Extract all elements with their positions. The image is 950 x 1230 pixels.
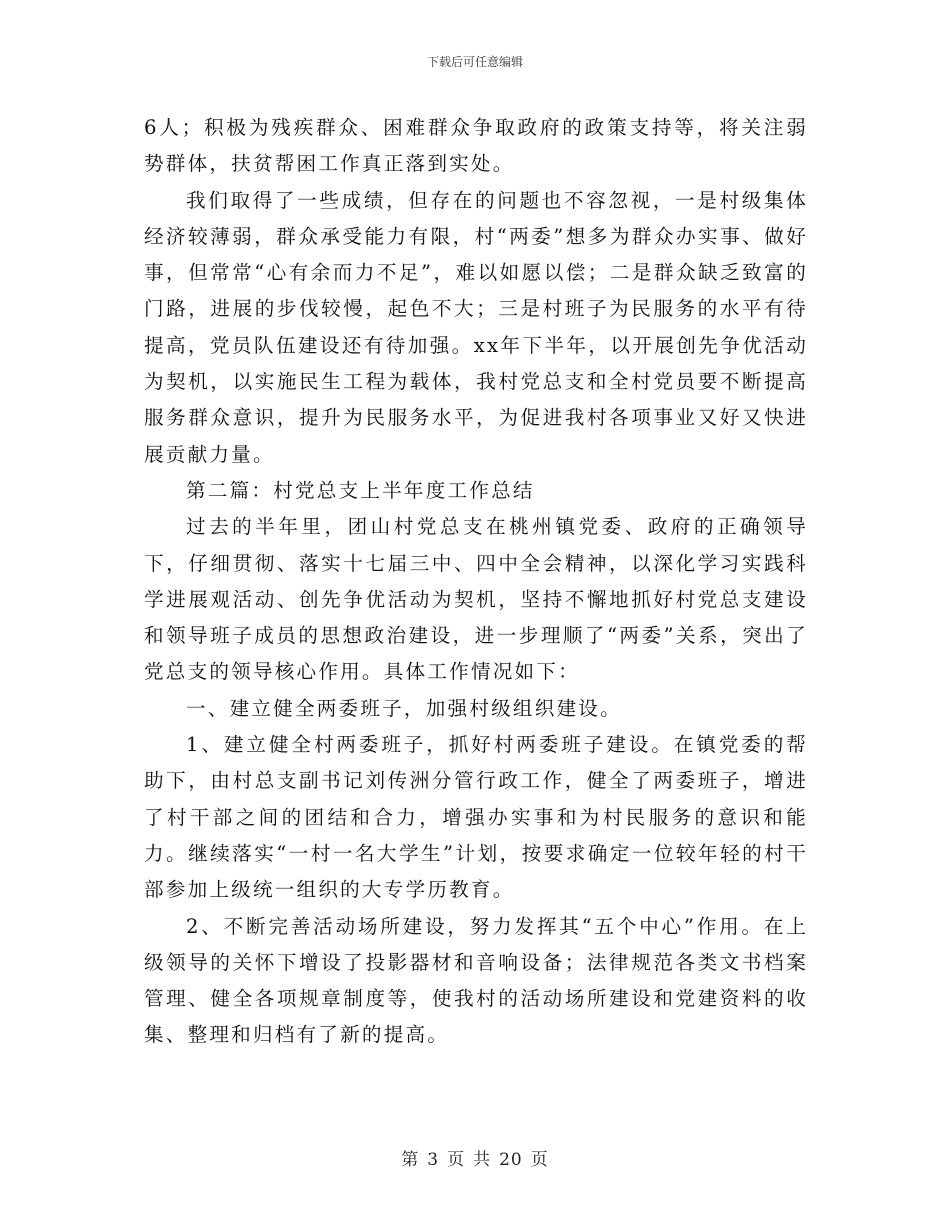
paragraph-5: 2、不断完善活动场所建设，努力发挥其“五个中心”作用。在上级领导的关怀下增设了投影器材和音响设备；法律规范各类文书档案管理、健全各项规章制度等，使我村的活动场所建设和党建资料的收集、整理和归档有了新的提高。 bbox=[144, 914, 808, 1047]
document-body bbox=[144, 110, 808, 1054]
paragraph-3: 过去的半年里，团山村党总支在桃州镇党委、政府的正确领导下，仔细贯彻、落实十七届三中、四中全会精神，以深化学习实践科学进展观活动、创先争优活动为契机，坚持不懈地抓好村党总支建设和领导班子成员的思想政治建设，进一步理顺了“两委”关系，突出了党总支的领导核心作用。具体工作情况如下： bbox=[144, 515, 808, 684]
paragraph-1: 6人；积极为残疾群众、困难群众争取政府的政策支持等，将关注弱势群体，扶贫帮困工作真正落到实处。 bbox=[144, 116, 808, 176]
section-title: 第二篇：村党总支上半年度工作总结 bbox=[186, 478, 535, 502]
footer-suffix: 页 bbox=[530, 1150, 549, 1170]
footer-total-label: 共 bbox=[473, 1150, 492, 1170]
subsection-heading: 一、建立健全两委班子，加强村级组织建设。 bbox=[186, 696, 622, 720]
page-header: 下载后可任意编辑 bbox=[426, 55, 523, 69]
paragraph-2: 我们取得了一些成绩，但存在的问题也不容忽视，一是村级集体经济较薄弱，群众承受能力有限，村“两委”想多为群众办实事、做好事，但常常“心有余而力不足”，难以如愿以偿；二是群众缺乏致富的门路，进展的步伐较慢，起色不大；三是村班子为民服务的水平有待提高，党员队伍建设还有待加强。xx年下半年，以开展创先争优活动为契机，以实施民生工程为载体，我村党总支和全村党员要不断提高服务群众意识，提升为民服务水平，为促进我村各项事业又好又快进展贡献力量。 bbox=[144, 188, 808, 466]
page-footer bbox=[0, 1145, 950, 1170]
footer-total-pages: 20 bbox=[499, 1150, 523, 1170]
footer-prefix: 第 bbox=[401, 1150, 420, 1170]
paragraph-4: 1、建立健全村两委班子，抓好村两委班子建设。在镇党委的帮助下，由村总支副书记刘传洲分管行政工作，健全了两委班子，增进了村干部之间的团结和合力，增强办实事和为村民服务的意识和能力。继续落实“一村一名大学生”计划，按要求确定一位较年轻的村干部参加上级统一组织的大专学历教育。 bbox=[144, 733, 808, 902]
footer-page-number: 3 bbox=[427, 1150, 440, 1170]
footer-page-word: 页 bbox=[447, 1150, 466, 1170]
